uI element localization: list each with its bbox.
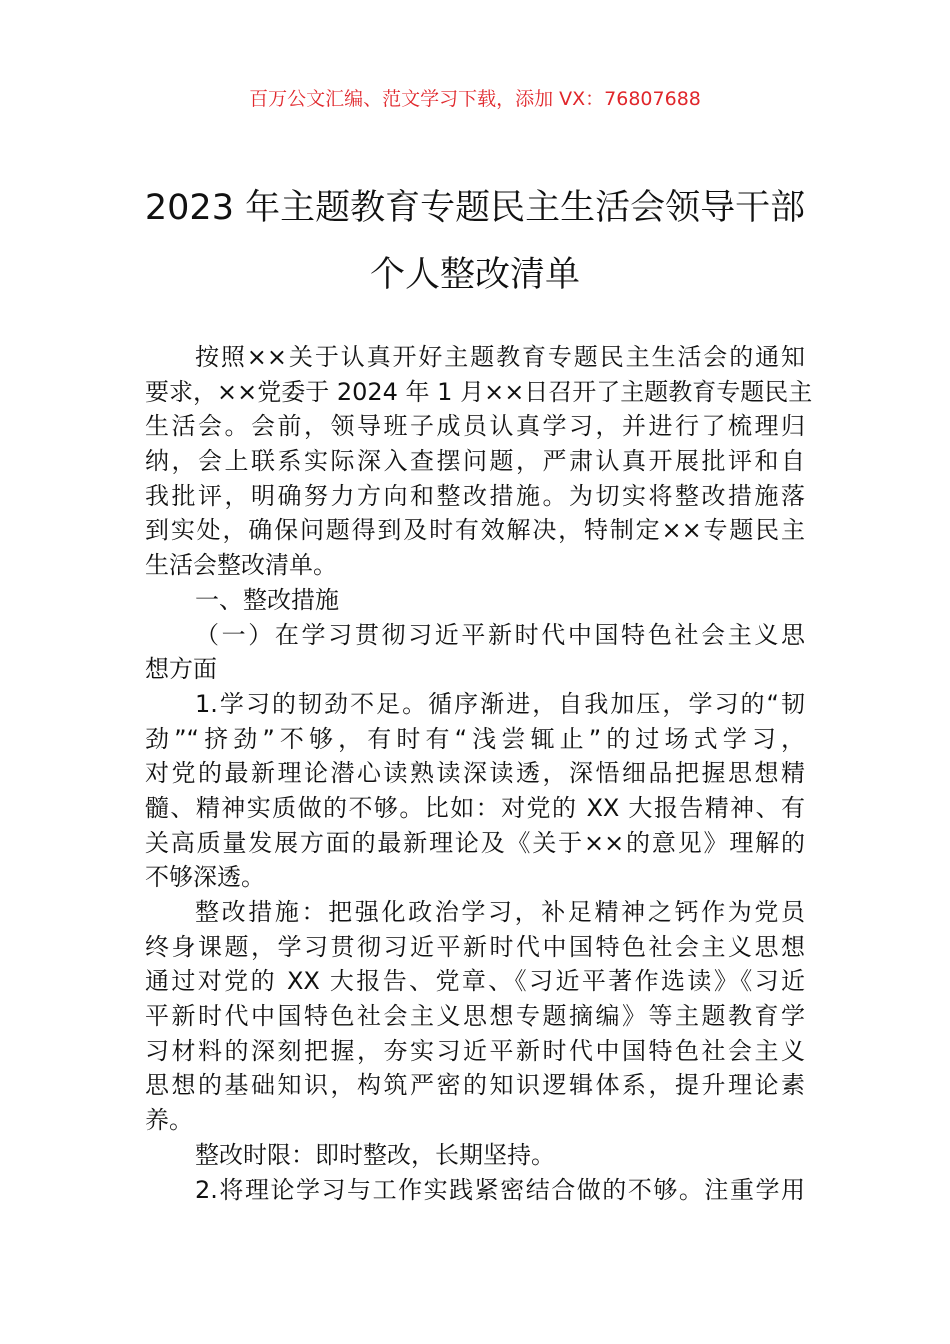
text-line: 整改措施：把强化政治学习，补足精神之钙作为党员 (195, 898, 805, 926)
text-line: 习材料的深刻把握，夯实习近平新时代中国特色社会主义 (145, 1036, 805, 1065)
text-line: （一）在学习贯彻习近平新时代中国特色社会主义思 (195, 620, 805, 649)
document-title-line-1: 2023 年主题教育专题民主生活会领导干部 (144, 188, 806, 228)
text-line: 生活会整改清单。 (145, 551, 337, 580)
text-line: 生活会。会前，领导班子成员认真学习，并进行了梳理归 (145, 412, 805, 441)
text-line: 1.学习的韧劲不足。循序渐进，自我加压，学习的“韧 (195, 689, 805, 718)
text-line: 通过对党的 XX 大报告、党章、《习近平著作选读》《习近 (145, 967, 805, 996)
text-line: 纳，会上联系实际深入查摆问题，严肃认真开展批评和自 (145, 447, 805, 476)
text-line: 对党的最新理论潜心读熟读深读透，深悟细品把握思想精 (145, 759, 805, 788)
text-line: 一、整改措施 (195, 585, 339, 614)
text-line: 终身课题，学习贯彻习近平新时代中国特色社会主义思想 (145, 932, 805, 961)
text-line: 关高质量发展方面的最新理论及《关于××的意见》理解的 (145, 828, 805, 857)
text-line: 思想的基础知识，构筑严密的知识逻辑体系，提升理论素 (145, 1071, 805, 1100)
document-title-line-2: 个人整改清单 (369, 255, 580, 295)
text-line: 想方面 (145, 655, 217, 684)
text-line: 2.将理论学习与工作实践紧密结合做的不够。注重学用 (195, 1175, 805, 1204)
text-line: 髓、精神实质做的不够。比如：对党的 XX 大报告精神、有 (145, 793, 805, 822)
text-line: 到实处，确保问题得到及时有效解决，特制定××专题民主 (145, 516, 805, 545)
text-line: 平新时代中国特色社会主义思想专题摘编》等主题教育学 (145, 1002, 805, 1031)
text-line: 劲”“挤劲”不够，有时有“浅尝辄止”的过场式学习， (145, 724, 805, 753)
text-line: 要求，××党委于 2024 年 1 月××日召开了主题教育专题民主 (145, 377, 813, 406)
text-line: 整改时限：即时整改，长期坚持。 (195, 1140, 555, 1169)
text-line: 不够深透。 (145, 863, 265, 892)
watermark-banner: 百万公文汇编、范文学习下载，添加 VX：76807688 (249, 88, 701, 110)
document-body (145, 340, 813, 1207)
text-line: 养。 (145, 1106, 193, 1135)
text-line: 按照××关于认真开好主题教育专题民主生活会的通知 (195, 343, 805, 371)
text-line: 我批评，明确努力方向和整改措施。为切实将整改措施落 (145, 481, 805, 510)
